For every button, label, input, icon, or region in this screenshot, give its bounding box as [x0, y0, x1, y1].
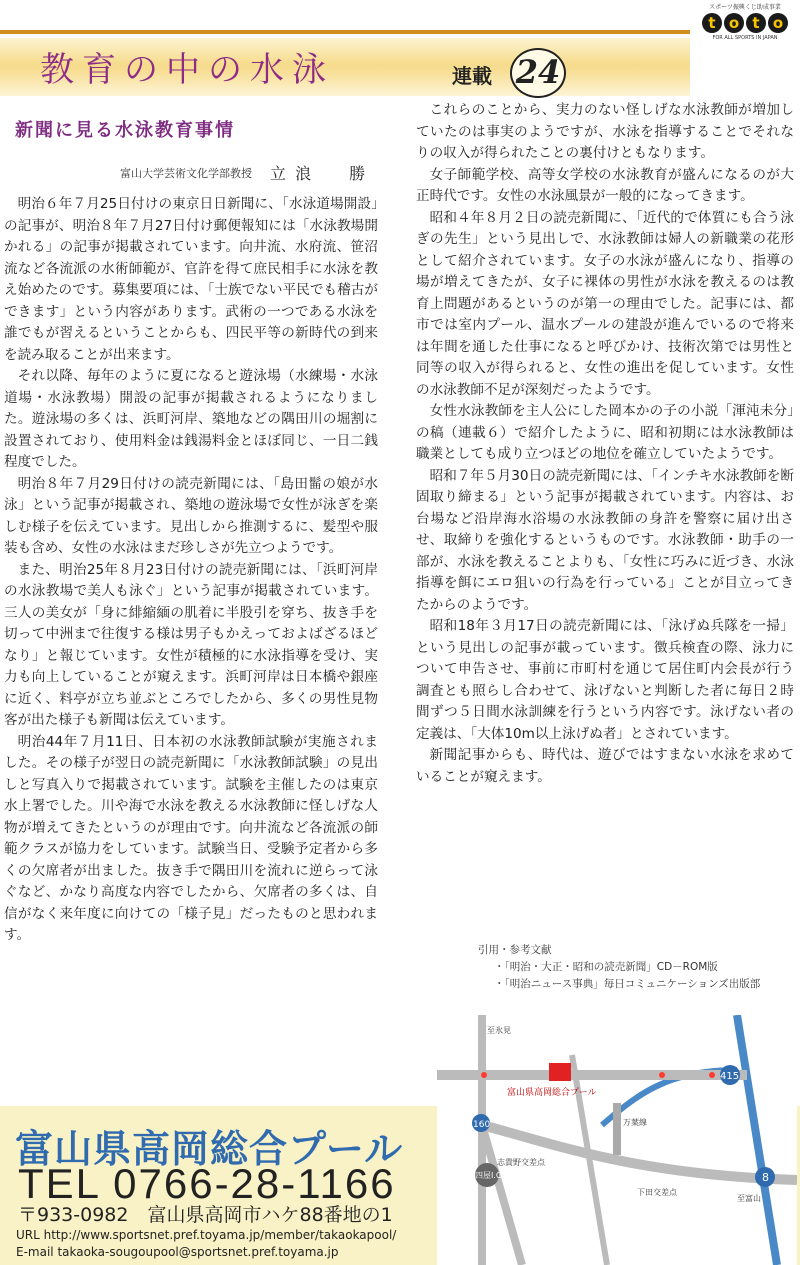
paragraph: 明治44年７月11日、日本初の水泳教師試験が実施されました。その様子が翌日の読売新聞に「水泳教師試験」の見出しと写真入りで掲載されています。試験を主催したのは東京水上署でした。川や海で水泳を教える水泳教師に怪しげな人物が増えてきたというのが理由です。向井流など各流派の師範クラスが協力をしています。試験当日、受験予定者から多くの欠席者が出ました。抜き手で隅田川を流れに逆らって泳ぐなど、かなり高度な内容でしたから、欠席者の多くは、自信がなく来年度に向けての「様子見」だったものと思われます。 [4, 733, 378, 943]
paragraph: 昭和18年３月17日の読売新聞には、「泳げぬ兵隊を一掃」という見出しの記事が載っています。徴兵検査の際、泳力について申告させ、事前に市町村を通じて居住町内会長が行う調査とも照らし合わせて、泳げないと判断した者に毎日２時間ずつ５日間水泳訓練を行うという内容です。泳げない者の定義は、「大体10m以上泳げぬ者」とされています。 [416, 618, 794, 742]
facility-address: 〒933-0982 富山県高岡市ハケ88番地の1 [18, 1204, 393, 1226]
logo-wordmark [694, 13, 796, 33]
author-affiliation: 富山大学芸術文化学部教授 [120, 167, 252, 180]
map-label: 志貴野交差点 [497, 1158, 545, 1167]
logo-letter: o [768, 13, 788, 33]
traffic-signal [659, 1072, 665, 1078]
tram-line [613, 1103, 621, 1155]
paragraph: 明治８年７月29日付けの読売新聞には、「島田髷の娘が水泳」という記事が掲載され、築地の遊泳場で女性が泳ぎを楽しむ様子を伝えています。見出しから推測するに、髪型や服装も含め、女性の水泳はまだ珍しさが先立つようです。 [4, 475, 378, 556]
toto-logo [694, 2, 796, 50]
paragraph: 明治６年７月25日付けの東京日日新聞に、「水泳道場開設」の記事が、明治８年７月27日付け郵便報知には「水泳教場開かれる」の記事が掲載されています。向井流、水府流、笹沼流など各流派の水術師範が、官許を得て庶民相手に水泳を教え始めたのです。募集要項には、「士族でない平民でも稽古ができます」という内容があります。武術の一つである水泳を誰でもが習えるということからも、四民平等の新時代の到来を読み取ることが出来ます。 [4, 196, 378, 363]
map-place-label: 富山県高岡総合プール [507, 1088, 597, 1098]
reference-item: ・「明治・大正・昭和の読売新聞」CD－ROM版 [494, 961, 718, 973]
references [478, 942, 760, 993]
paragraph: 昭和７年５月30日の読売新聞には、「インチキ水泳教師を断固取り締まる」という記事が掲載されています。内容は、お台場など沿岸海水浴場の水泳教師の身許を警察に届け出させ、取締りを強化するというものです。水泳教師・助手の一部が、水泳を教えることよりも、「女性に巧みに近づき、水泳指導を餌にエロ狙いの行為を行っている」ことが目立ってきたからのようです。 [416, 467, 794, 613]
references-heading: 引用・参考文献 [478, 944, 552, 956]
paragraph: これらのことから、実力のない怪しげな水泳教師が増加していたのは事実のようですが、水泳を指導することでそれなりの収入が得られたことの裏付けともなります。 [416, 102, 794, 161]
logo-letter: t [702, 13, 722, 33]
interchange-label: 四屋I.C [475, 1171, 502, 1180]
route-8-number: 8 [762, 1171, 769, 1184]
facility-url[interactable]: URL http://www.sportsnet.pref.toyama.jp/member/takaokapool/ [16, 1228, 397, 1242]
paragraph: 昭和４年８月２日の読売新聞に、「近代的で体質にも合う泳ぎの先生」という見出しで、水泳教師は婦人の新職業の花形として紹介されています。女子の水泳が盛んになり、指導の場が増えてきたが、女子に裸体の男性が水泳を教えるのは教育上問題があるというのが第一の理由でした。記事には、都市では室内プール、温水プールの建設が進んでいるので将来は年間を通した仕事になると呼びかけ、技術次第では男性と同等の収入が得られると、女性の進出を促しています。女性の水泳教師不足が深刻だったようです。 [416, 209, 794, 398]
paragraph: それ以降、毎年のように夏になると遊泳場（水練場・水泳道場・水泳教場）開設の記事が掲載されるようになりました。遊泳場の多くは、浜町河岸、築地などの隅田川の堀割に設置されており、使用料金は銭湯料金とほぼ同じ、一日二銭程度でした。 [4, 368, 378, 470]
map-label: 至氷見 [487, 1026, 511, 1035]
paragraph: また、明治25年８月23日付けの読売新聞には、「浜町河岸の水泳教場で美人も泳ぐ」という記事が掲載されています。三人の美女が「身に緋縮緬の肌着に半股引を穿ち、抜き手を切って中洲まで往復する様は男子もかえっておよばざるほどなり」と報じています。女性が積極的に水泳指導を受け、実力も向上していることが窺えます。浜町河岸は日本橋や銀座に近く、料亭が立ち並ぶところでしたから、多くの男性見物客が出た様子も新聞は伝えています。 [4, 561, 378, 728]
article-column-left [4, 194, 378, 947]
series-title: 教育の中の水泳 [40, 50, 334, 90]
facility-name: 富山県高岡総合プール [15, 1127, 404, 1171]
facility-email[interactable]: E-mail takaoka-sougoupool@sportsnet.pref.toyama.jp [16, 1245, 339, 1259]
route-415-number: 415 [720, 1071, 740, 1082]
route-160-number: 160 [473, 1120, 491, 1130]
header-rule [0, 30, 690, 34]
paragraph: 女子師範学校、高等女学校の水泳教育が盛んになるのが大正時代です。女性の水泳風景が一般的になってきます。 [416, 166, 794, 204]
logo-letter: t [746, 13, 766, 33]
pool-marker [549, 1063, 571, 1081]
series-label: 連載 [452, 64, 492, 88]
logo-top-text: スポーツ振興くじ助成事業 [709, 4, 781, 11]
map-label: 万葉線 [623, 1118, 647, 1127]
article-column-right [416, 100, 794, 788]
series-number-badge: 24 [510, 48, 566, 98]
author-name: 立 浪 勝 [270, 164, 368, 183]
map-label: 至富山 [737, 1194, 761, 1203]
facility-phone: TEL 0766-28-1166 [18, 1160, 396, 1207]
reference-item: ・「明治ニュース事典」毎日コミュニケーションズ出版部 [494, 978, 761, 990]
map-label: 下田交差点 [637, 1188, 677, 1197]
access-map [437, 1015, 797, 1265]
traffic-signal [709, 1072, 715, 1078]
paragraph: 新聞記事からも、時代は、遊びではすまない水泳を求めていることが窺えます。 [416, 747, 794, 785]
logo-letter: o [724, 13, 744, 33]
paragraph: 女性水泳教師を主人公にした岡本かの子の小説「渾沌未分」の稿（連載６）で紹介したように、昭和初期には水泳教師は職業としても成り立つほどの地位を確立していたようです。 [416, 403, 794, 462]
logo-bottom-text: FOR ALL SPORTS IN JAPAN [712, 35, 778, 41]
article-title: 新聞に見る水泳教育事情 [15, 120, 235, 141]
traffic-signal [481, 1072, 487, 1078]
